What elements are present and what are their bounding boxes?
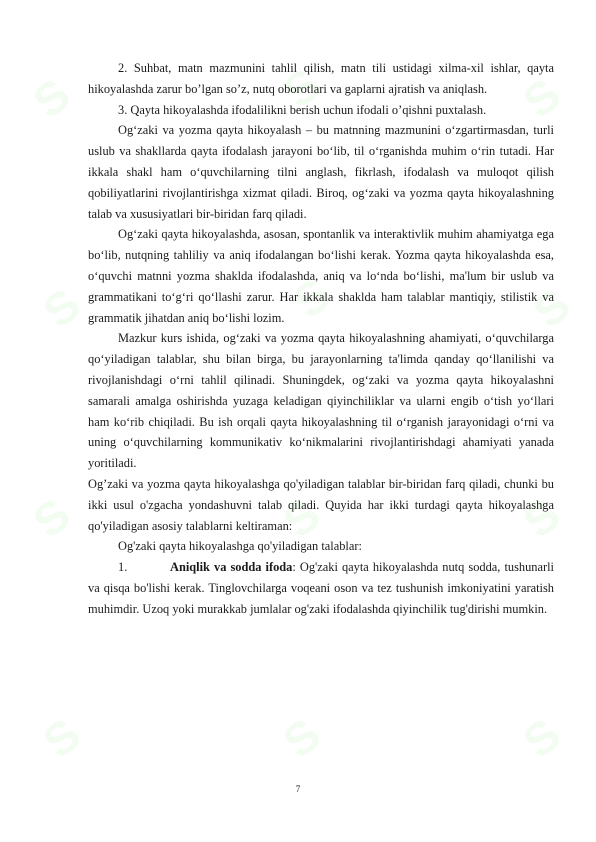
paragraph: Og‘zaki qayta hikoyalashda, asosan, spontanlik va interaktivlik muhim ahamiyatga ega bo‘lib, nutqning tahliliy va aniq ifodalangan bo‘lishi kerak. Yozma qayta hikoyalashda esa, o‘quvchi matnni yozma shaklda ifodalashda, aniq va lo‘nda bo‘lishi, ma'lum bir uslub va grammatikani to‘g‘ri qo‘llashi zarur. Har ikkala shaklda ham talablar mantiqiy, stilistik va grammatik jihatdan aniq bo‘lishi lozim.	[88, 227, 554, 325]
paragraph: Og‘zaki va yozma qayta hikoyalash – bu matnning mazmunini o‘zgartirmasdan, turli uslub va shakllarda qayta ifodalash jarayoni bo‘lib, til o‘rganishda muhim o‘rin tutadi. Har ikkala shakl ham o‘quvchilarning tilni anglash, fikrlash, ifodalash va muloqot qilish qobiliyatlarini rivojlantirishga xizmat qiladi. Biroq, og‘zaki va yozma qayta hikoyalashning talab va xususiyatlari bir-biridan farq qiladi.	[88, 123, 554, 221]
paragraph: Og'zaki qayta hikoyalashga qo'yiladigan talablar:	[118, 539, 362, 554]
paragraph: Og’zaki va yozma qayta hikoyalashga qo'yiladigan talablar bir-biridan farq qiladi, chunki bu ikki usul o'zgacha yondashuvni talab qiladi. Quyida har ikki turdagi qayta hikoyalashga qo'yiladigan asosiy talablarni keltiraman:	[88, 476, 554, 533]
paragraph: 3. Qayta hikoyalashda ifodalilikni berish uchun ifodali o’qishni puxtalash.	[118, 102, 487, 117]
watermark-glyph: S	[273, 58, 330, 118]
document-body	[88, 58, 554, 620]
watermark-glyph: S	[33, 708, 90, 768]
watermark-glyph: S	[283, 268, 340, 328]
watermark-glyph: S	[33, 278, 90, 338]
watermark-glyph: S	[513, 68, 570, 128]
list-item-title: Aniqlik va sodda ifoda	[170, 560, 293, 575]
watermark-glyph: S	[513, 708, 570, 768]
paragraph: 2. Suhbat, matn mazmunini tahlil qilish, matn tili ustidagi xilma-xil ishlar, qayta hikoyalashda zarur bo’lgan so’z, nutq oborotlari va gaplarni ajratish va aniqlash.	[88, 61, 554, 96]
list-item-number: 1.	[118, 560, 128, 575]
list-item-text: : Og'zaki qayta hikoyalashda nutq sodda, tushunarli va qisqa bo'lishi kerak. Tinglovchilarga voqeani oson va tez tushunish imkoniyatini yaratish muhimdir. Uzoq yoki murakkab jumlalar og'zaki ifodalashda qiyinchilik tug'dirishi mumkin.	[88, 560, 554, 616]
page-number: 7	[295, 784, 301, 794]
list-item	[88, 557, 554, 619]
watermark-glyph: S	[273, 708, 330, 768]
paragraph: Mazkur kurs ishida, og‘zaki va yozma qayta hikoyalashning ahamiyati, o‘quvchilarga qo‘yiladigan talablar, shu bilan birga, bu jarayonlarning ta'limda qanday qo‘llanilishi va rivojlanishdagi o‘rni tahlil qilinadi. Shuningdek, og‘zaki va yozma qayta hikoyalashni samarali amalga oshirishda yuzaga keladigan qiyinchiliklar va ularni engib o‘tish yo‘llari ham ko‘rib chiqiladi. Bu ish orqali qayta hikoyalashning til o‘rganish jarayonidagi o‘rni va uning o‘quvchilarning kommunikativ ko‘nikmalarini rivojlantirishdagi ahamiyati yanada yoritiladi.	[88, 331, 554, 471]
watermark-glyph: S	[273, 488, 330, 548]
watermark-glyph: S	[513, 488, 570, 548]
watermark-glyph: S	[23, 488, 80, 548]
watermark-glyph: S	[23, 68, 80, 128]
watermark-glyph: S	[523, 278, 580, 338]
